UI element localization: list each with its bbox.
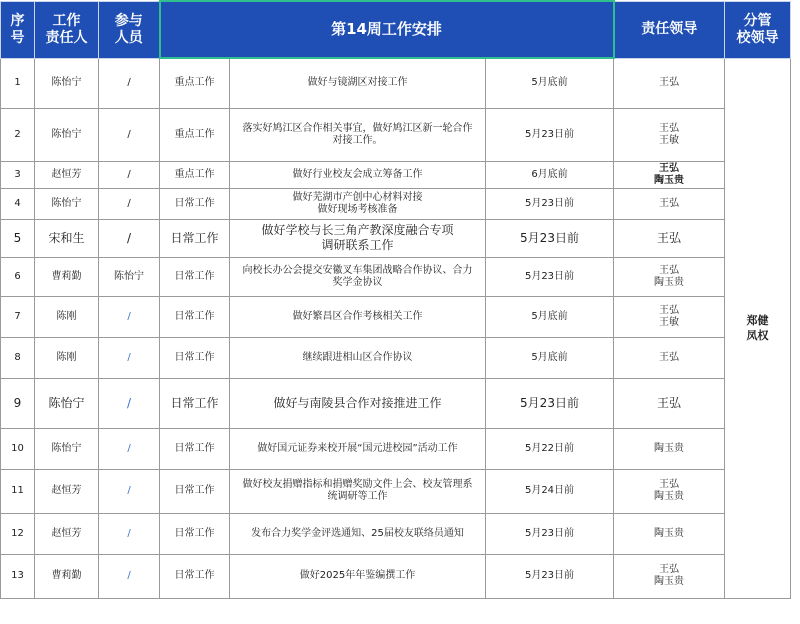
- leader-cell-line: 王弘: [659, 264, 679, 276]
- work-type-cell[interactable]: 日常工作: [160, 513, 230, 554]
- header-owner: 工作 责任人: [35, 1, 99, 58]
- work-content-cell-line: 继续跟进相山区合作协议: [302, 351, 413, 363]
- leader-cell[interactable]: [614, 513, 725, 554]
- seq-cell[interactable]: 4: [1, 188, 35, 219]
- leader-cell[interactable]: [614, 296, 725, 337]
- school-leader-cell-line: 凤权: [746, 329, 769, 342]
- seq-cell[interactable]: 6: [1, 257, 35, 296]
- seq-cell[interactable]: 2: [1, 108, 35, 161]
- participants-cell[interactable]: /: [99, 161, 160, 188]
- seq-cell[interactable]: 7: [1, 296, 35, 337]
- work-content-cell[interactable]: [230, 337, 486, 378]
- work-content-cell[interactable]: [230, 257, 486, 296]
- header-participants: 参与 人员: [99, 1, 160, 58]
- leader-cell[interactable]: [614, 219, 725, 257]
- table-header: [1, 1, 791, 58]
- table-row: [1, 337, 791, 378]
- work-content-cell-line: 做好繁昌区合作考核相关工作: [292, 310, 423, 322]
- work-content-cell-line: 做好现场考核准备: [317, 203, 398, 215]
- leader-cell-line: 王敏: [659, 134, 679, 146]
- work-type-cell[interactable]: 日常工作: [160, 188, 230, 219]
- owner-cell[interactable]: 陈怡宁: [35, 428, 99, 469]
- leader-cell-line: 王弘: [659, 351, 679, 363]
- work-content-cell[interactable]: [230, 428, 486, 469]
- seq-cell[interactable]: 8: [1, 337, 35, 378]
- table-row: [1, 428, 791, 469]
- table-row: [1, 161, 791, 188]
- work-content-cell[interactable]: [230, 188, 486, 219]
- table-row: [1, 219, 791, 257]
- owner-cell[interactable]: 陈怡宁: [35, 58, 99, 108]
- owner-cell[interactable]: 陈刚: [35, 337, 99, 378]
- participants-cell[interactable]: /: [99, 58, 160, 108]
- work-content-cell-line: 做好2025年年鉴编撰工作: [299, 570, 416, 581]
- work-content-cell[interactable]: [230, 58, 486, 108]
- leader-cell-line: 王弘: [659, 162, 679, 174]
- work-content-cell-line: 发布合力奖学金评选通知、25届校友联络员通知: [251, 527, 464, 539]
- leader-cell-line: 王弘: [659, 479, 679, 490]
- work-content-cell[interactable]: [230, 554, 486, 598]
- leader-cell[interactable]: [614, 58, 725, 108]
- deadline-cell[interactable]: 5月23日前: [486, 219, 614, 257]
- deadline-cell[interactable]: 5月23日前: [486, 188, 614, 219]
- work-content-cell-line: 做好国元证券来校开展“国元进校园”活动工作: [257, 442, 458, 454]
- seq-cell[interactable]: 1: [1, 58, 35, 108]
- owner-cell[interactable]: 陈刚: [35, 296, 99, 337]
- table-row: [1, 378, 791, 428]
- leader-cell[interactable]: [614, 554, 725, 598]
- work-type-cell[interactable]: 日常工作: [160, 378, 230, 428]
- leader-cell-line: 陶玉贵: [654, 442, 684, 454]
- leader-cell-line: 陶玉贵: [654, 276, 684, 288]
- participants-cell[interactable]: /: [99, 108, 160, 161]
- owner-cell[interactable]: 曹莉勤: [35, 554, 99, 598]
- owner-cell[interactable]: 陈怡宁: [35, 188, 99, 219]
- work-content-cell-line: 做好行业校友会成立筹备工作: [292, 168, 423, 180]
- leader-cell[interactable]: [614, 257, 725, 296]
- school-leader-cell[interactable]: [725, 58, 791, 598]
- leader-cell-line: 陶玉贵: [654, 527, 684, 539]
- deadline-cell[interactable]: 5月23日前: [486, 554, 614, 598]
- work-content-cell-line: 做好与镜湖区对接工作: [307, 77, 408, 89]
- participants-cell[interactable]: /: [99, 428, 160, 469]
- owner-cell[interactable]: 赵恒芳: [35, 469, 99, 513]
- table-row: [1, 513, 791, 554]
- work-content-cell-line: 对接工作。: [332, 134, 383, 146]
- leader-cell-line: 王弘: [656, 395, 681, 410]
- seq-cell[interactable]: 5: [1, 219, 35, 257]
- deadline-cell[interactable]: 5月24日前: [486, 469, 614, 513]
- work-content-cell[interactable]: [230, 296, 486, 337]
- work-type-cell[interactable]: 日常工作: [160, 428, 230, 469]
- leader-cell[interactable]: [614, 428, 725, 469]
- owner-cell[interactable]: 赵恒芳: [35, 161, 99, 188]
- seq-cell[interactable]: 13: [1, 554, 35, 598]
- leader-cell-line: 王弘: [659, 122, 679, 134]
- work-content-cell-line: 做好芜湖市产创中心材料对接: [292, 191, 423, 203]
- work-type-cell[interactable]: 日常工作: [160, 219, 230, 257]
- leader-cell[interactable]: [614, 378, 725, 428]
- deadline-cell[interactable]: 5月23日前: [486, 257, 614, 296]
- work-content-cell-line: 做好校友捐赠指标和捐赠奖励文件上会、校友管理系: [242, 479, 473, 490]
- work-content-cell-line: 做好学校与长三角产教深度融合专项: [261, 223, 454, 237]
- participants-cell[interactable]: /: [99, 554, 160, 598]
- work-content-cell[interactable]: [230, 161, 486, 188]
- work-content-cell[interactable]: [230, 513, 486, 554]
- school-leader-cell-line: 郑健: [746, 314, 769, 327]
- seq-cell[interactable]: 10: [1, 428, 35, 469]
- header-seq: 序 号: [1, 1, 35, 58]
- table-row: [1, 108, 791, 161]
- leader-cell[interactable]: [614, 161, 725, 188]
- header-school-leader: 分管 校领导: [725, 1, 791, 58]
- seq-cell[interactable]: 12: [1, 513, 35, 554]
- work-type-cell[interactable]: 日常工作: [160, 257, 230, 296]
- leader-cell-line: 王弘: [659, 304, 679, 316]
- work-content-cell[interactable]: [230, 469, 486, 513]
- leader-cell-line: 陶玉贵: [654, 174, 684, 186]
- work-content-cell[interactable]: [230, 108, 486, 161]
- deadline-cell[interactable]: 5月23日前: [486, 378, 614, 428]
- work-content-cell-line: 向校长办公会提交安徽叉车集团战略合作协议、合力: [242, 264, 473, 276]
- seq-cell[interactable]: 3: [1, 161, 35, 188]
- deadline-cell[interactable]: 5月23日前: [486, 108, 614, 161]
- table-row: [1, 257, 791, 296]
- leader-cell-line: 陶玉贵: [654, 491, 684, 502]
- leader-cell[interactable]: [614, 469, 725, 513]
- deadline-cell[interactable]: 5月底前: [486, 58, 614, 108]
- participants-cell[interactable]: /: [99, 296, 160, 337]
- table-row: [1, 296, 791, 337]
- leader-cell[interactable]: [614, 188, 725, 219]
- participants-cell[interactable]: /: [99, 219, 160, 257]
- participants-cell[interactable]: /: [99, 378, 160, 428]
- leader-cell-line: 王弘: [656, 230, 681, 245]
- work-content-cell[interactable]: [230, 378, 486, 428]
- participants-cell[interactable]: /: [99, 337, 160, 378]
- table-body: [1, 58, 791, 598]
- participants-cell[interactable]: 陈怡宁: [99, 257, 160, 296]
- work-content-cell-line: 奖学金协议: [332, 276, 383, 288]
- header-leader: 责任领导: [614, 1, 725, 58]
- work-type-cell[interactable]: 重点工作: [160, 108, 230, 161]
- work-type-cell[interactable]: 日常工作: [160, 337, 230, 378]
- work-content-cell-line: 调研联系工作: [321, 238, 394, 252]
- leader-cell-line: 王弘: [659, 197, 679, 209]
- table-row: [1, 554, 791, 598]
- participants-cell[interactable]: /: [99, 513, 160, 554]
- work-type-cell[interactable]: 日常工作: [160, 554, 230, 598]
- leader-cell[interactable]: [614, 108, 725, 161]
- seq-cell[interactable]: 11: [1, 469, 35, 513]
- deadline-cell[interactable]: 5月22日前: [486, 428, 614, 469]
- work-content-cell-line: 做好与南陵县合作对接推进工作: [273, 395, 442, 410]
- participants-cell[interactable]: /: [99, 188, 160, 219]
- deadline-cell[interactable]: 5月底前: [486, 296, 614, 337]
- owner-cell[interactable]: 陈怡宁: [35, 378, 99, 428]
- table-row: [1, 469, 791, 513]
- work-type-cell[interactable]: 重点工作: [160, 58, 230, 108]
- work-type-cell[interactable]: 日常工作: [160, 296, 230, 337]
- work-content-cell-line: 统调研等工作: [327, 491, 388, 502]
- deadline-cell[interactable]: 6月底前: [486, 161, 614, 188]
- leader-cell-line: 王敏: [659, 316, 679, 328]
- deadline-cell[interactable]: 5月23日前: [486, 513, 614, 554]
- seq-cell[interactable]: 9: [1, 378, 35, 428]
- leader-cell-line: 陶玉贵: [654, 576, 684, 587]
- work-content-cell-line: 落实好鸠江区合作相关事宜，做好鸠江区新一轮合作: [242, 122, 473, 134]
- leader-cell-line: 王弘: [659, 77, 679, 88]
- table-row: [1, 188, 791, 219]
- owner-cell[interactable]: 宋和生: [35, 219, 99, 257]
- participants-cell[interactable]: /: [99, 469, 160, 513]
- owner-cell[interactable]: 赵恒芳: [35, 513, 99, 554]
- owner-cell[interactable]: 陈怡宁: [35, 108, 99, 161]
- work-type-cell[interactable]: 日常工作: [160, 469, 230, 513]
- table-row: [1, 58, 791, 108]
- work-content-cell[interactable]: [230, 219, 486, 257]
- work-type-cell[interactable]: 重点工作: [160, 161, 230, 188]
- header-week-title[interactable]: 第14周工作安排: [160, 1, 614, 58]
- owner-cell[interactable]: 曹莉勤: [35, 257, 99, 296]
- deadline-cell[interactable]: 5月底前: [486, 337, 614, 378]
- leader-cell-line: 王弘: [659, 564, 679, 575]
- leader-cell[interactable]: [614, 337, 725, 378]
